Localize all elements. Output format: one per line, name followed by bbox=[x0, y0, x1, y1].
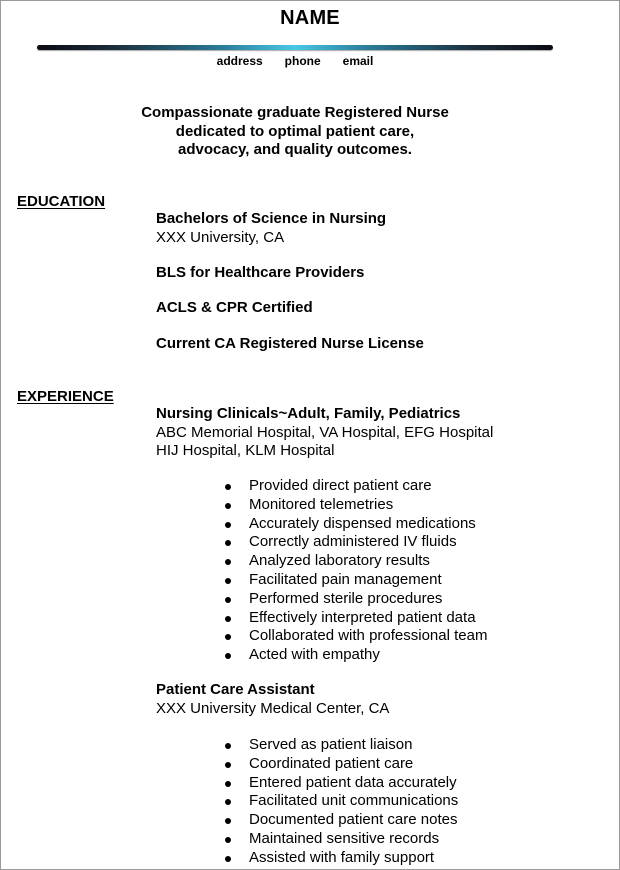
job-title: Patient Care Assistant bbox=[156, 681, 315, 698]
duty-item bbox=[221, 736, 601, 755]
duty-text: Facilitated pain management bbox=[249, 570, 442, 588]
duty-text: Effectively interpreted patient data bbox=[249, 608, 476, 626]
experience-heading: EXPERIENCE bbox=[17, 388, 114, 405]
duty-text: Entered patient data accurately bbox=[249, 773, 457, 791]
bullet-icon bbox=[225, 578, 231, 584]
duty-item bbox=[221, 609, 601, 628]
summary-line: advocacy, and quality outcomes. bbox=[178, 141, 412, 158]
bullet-icon bbox=[225, 540, 231, 546]
duty-text: Maintained sensitive records bbox=[249, 829, 440, 847]
summary-statement bbox=[1, 104, 589, 160]
duty-item bbox=[221, 552, 601, 571]
bullet-icon bbox=[225, 653, 231, 659]
duty-text: Assisted with family support bbox=[249, 848, 435, 866]
duty-text: Provided direct patient care bbox=[249, 477, 432, 494]
job-header bbox=[156, 681, 596, 718]
bullet-icon bbox=[225, 781, 231, 787]
duty-text: Acted with empathy bbox=[249, 646, 380, 664]
duty-text: Monitored telemetries bbox=[249, 495, 394, 513]
bullet-icon bbox=[225, 522, 231, 528]
duty-text: Served as patient liaison bbox=[249, 736, 413, 753]
duty-text: Coordinated patient care bbox=[249, 754, 414, 772]
resume-name: NAME bbox=[280, 7, 340, 29]
duty-item bbox=[221, 849, 601, 868]
duty-item bbox=[221, 515, 601, 534]
certification-item: BLS for Healthcare Providers bbox=[156, 264, 365, 281]
duty-item bbox=[221, 496, 601, 515]
contact-line: address phone email bbox=[216, 54, 374, 68]
job-location: HIJ Hospital, KLM Hospital bbox=[156, 442, 335, 459]
duty-text: Correctly administered IV fluids bbox=[249, 533, 457, 551]
certification-item: Current CA Registered Nurse License bbox=[156, 335, 424, 352]
duty-item bbox=[221, 811, 601, 830]
duty-item bbox=[221, 590, 601, 609]
duty-item bbox=[221, 477, 601, 496]
bullet-icon bbox=[225, 743, 231, 749]
duty-item bbox=[221, 646, 601, 665]
bullet-icon bbox=[225, 799, 231, 805]
certification-item: ACLS & CPR Certified bbox=[156, 299, 313, 316]
job-title: Nursing Clinicals~Adult, Family, Pediatrics bbox=[156, 405, 461, 422]
degree-title: Bachelors of Science in Nursing bbox=[156, 210, 387, 227]
summary-line: dedicated to optimal patient care, bbox=[175, 122, 415, 140]
duty-item bbox=[221, 533, 601, 552]
duty-text: Accurately dispensed medications bbox=[249, 514, 476, 532]
bullet-icon bbox=[225, 616, 231, 622]
bullet-icon bbox=[225, 837, 231, 843]
duty-item bbox=[221, 792, 601, 811]
duty-text: Performed sterile procedures bbox=[249, 589, 443, 607]
bullet-icon bbox=[225, 484, 231, 490]
education-degree-block bbox=[156, 210, 596, 247]
job-location: XXX University Medical Center, CA bbox=[156, 699, 390, 717]
degree-school: XXX University, CA bbox=[156, 228, 285, 246]
duty-item bbox=[221, 627, 601, 646]
education-heading: EDUCATION bbox=[17, 193, 106, 210]
duty-item bbox=[221, 755, 601, 774]
summary-line: Compassionate graduate Registered Nurse bbox=[141, 104, 449, 121]
duty-item bbox=[221, 774, 601, 793]
bullet-icon bbox=[225, 818, 231, 824]
duty-text: Collaborated with professional team bbox=[249, 627, 488, 645]
duty-item bbox=[221, 571, 601, 590]
bullet-icon bbox=[225, 762, 231, 768]
bullet-icon bbox=[225, 856, 231, 862]
bullet-icon bbox=[225, 503, 231, 509]
duty-text: Analyzed laboratory results bbox=[249, 552, 430, 570]
bullet-icon bbox=[225, 597, 231, 603]
job-duties-list bbox=[221, 477, 601, 665]
header-divider bbox=[37, 45, 553, 50]
job-duties-list bbox=[221, 736, 601, 868]
duty-text: Documented patient care notes bbox=[249, 811, 458, 829]
bullet-icon bbox=[225, 559, 231, 565]
duty-item bbox=[221, 830, 601, 849]
bullet-icon bbox=[225, 634, 231, 640]
job-location: ABC Memorial Hospital, VA Hospital, EFG Hospital bbox=[156, 423, 494, 441]
duty-text: Facilitated unit communications bbox=[249, 792, 459, 810]
job-header bbox=[156, 405, 596, 461]
